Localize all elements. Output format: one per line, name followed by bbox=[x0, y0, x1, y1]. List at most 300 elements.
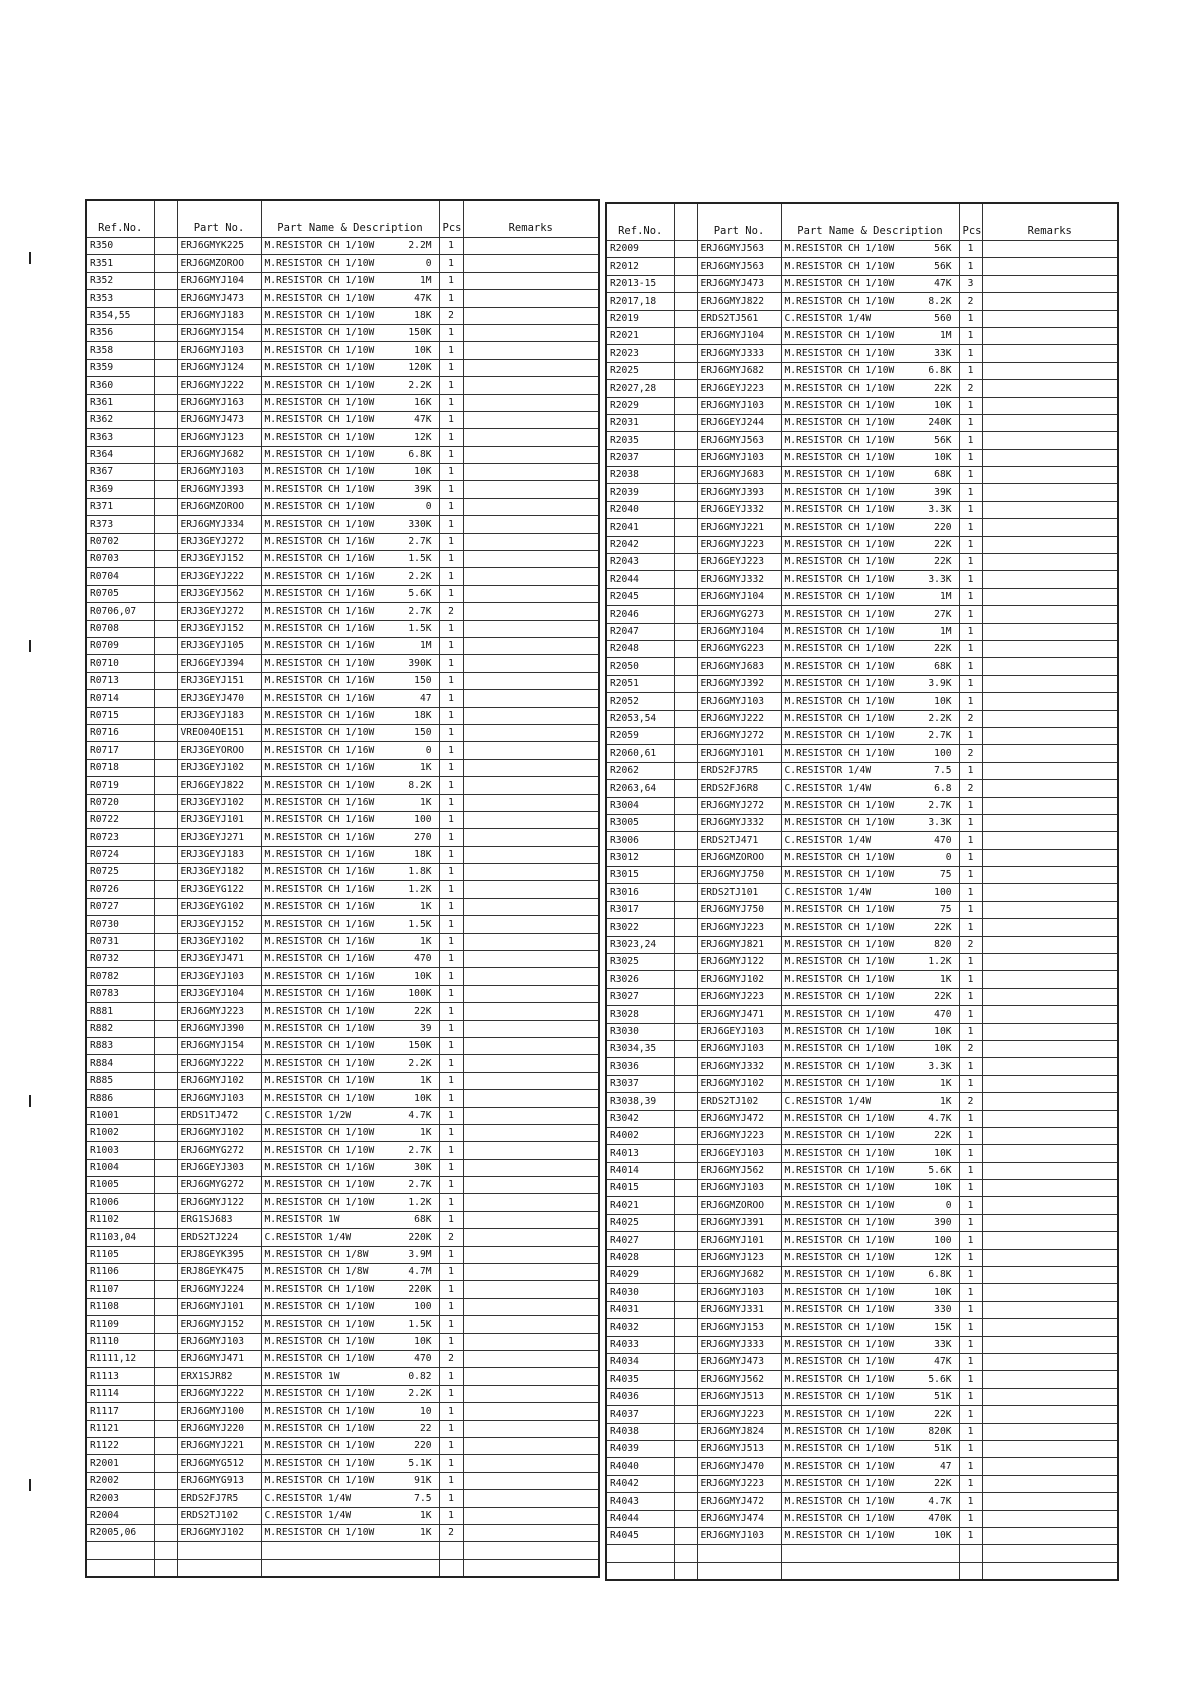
description-cell: M.RESISTOR CH 1/16W bbox=[261, 672, 389, 689]
spacer-cell bbox=[154, 342, 177, 359]
table-row bbox=[86, 1055, 599, 1072]
description-cell: M.RESISTOR CH 1/10W bbox=[781, 1127, 909, 1144]
description-cell: M.RESISTOR CH 1/10W bbox=[781, 1110, 909, 1127]
description-cell: M.RESISTOR CH 1/10W bbox=[781, 1493, 909, 1510]
pcs-cell: 1 bbox=[959, 1232, 982, 1249]
ref-cell: R2029 bbox=[606, 397, 674, 414]
value-cell: 0 bbox=[909, 849, 959, 866]
remarks-cell bbox=[982, 519, 1118, 536]
remarks-cell bbox=[982, 1197, 1118, 1214]
ref-cell: R2035 bbox=[606, 432, 674, 449]
value-cell: 470K bbox=[909, 1510, 959, 1527]
description-cell: M.RESISTOR CH 1/16W bbox=[261, 794, 389, 811]
value-cell: 0 bbox=[389, 255, 439, 272]
pcs-cell: 1 bbox=[439, 481, 463, 498]
ref-cell: R4031 bbox=[606, 1301, 674, 1318]
value-cell: 3.9M bbox=[389, 1246, 439, 1263]
ref-cell: R0716 bbox=[86, 724, 154, 741]
spacer-cell bbox=[674, 832, 697, 849]
ref-cell: R2060,61 bbox=[606, 745, 674, 762]
description-cell: M.RESISTOR CH 1/10W bbox=[781, 1249, 909, 1266]
remarks-cell bbox=[463, 1072, 599, 1089]
remarks-cell bbox=[982, 414, 1118, 431]
part-no-cell: ERJ6GMYG223 bbox=[697, 640, 781, 657]
blank-row bbox=[86, 1542, 599, 1559]
description-cell: M.RESISTOR CH 1/10W bbox=[781, 1319, 909, 1336]
table-row bbox=[606, 554, 1118, 571]
ref-cell: R2038 bbox=[606, 467, 674, 484]
value-cell: 22K bbox=[909, 1127, 959, 1144]
ref-cell: R2017,18 bbox=[606, 293, 674, 310]
spacer-cell bbox=[674, 1023, 697, 1040]
remarks-cell bbox=[982, 588, 1118, 605]
part-no-cell: ERDS2FJ7R5 bbox=[697, 762, 781, 779]
description-cell: M.RESISTOR CH 1/10W bbox=[261, 1420, 389, 1437]
description-cell: M.RESISTOR CH 1/10W bbox=[261, 411, 389, 428]
spacer-cell bbox=[154, 951, 177, 968]
spacer-cell bbox=[674, 432, 697, 449]
value-cell: 100 bbox=[909, 745, 959, 762]
description-cell: M.RESISTOR CH 1/8W bbox=[261, 1246, 389, 1263]
table-row bbox=[86, 1194, 599, 1211]
remarks-cell bbox=[982, 988, 1118, 1005]
blank-cell bbox=[606, 1545, 674, 1562]
remarks-cell bbox=[982, 1440, 1118, 1457]
description-cell: M.RESISTOR CH 1/10W bbox=[261, 272, 389, 289]
part-no-cell: ERJ6GMZOROO bbox=[177, 498, 261, 515]
spacer-cell bbox=[154, 255, 177, 272]
pcs-cell: 1 bbox=[439, 411, 463, 428]
ref-cell: R4027 bbox=[606, 1232, 674, 1249]
ref-cell: R2025 bbox=[606, 362, 674, 379]
part-no-cell: ERJ6GMYJ393 bbox=[697, 484, 781, 501]
part-no-cell: ERJ3GEYG102 bbox=[177, 898, 261, 915]
spacer-cell bbox=[154, 1072, 177, 1089]
value-cell: 3.9K bbox=[909, 675, 959, 692]
part-no-cell: ERJ6GMYJ102 bbox=[177, 1124, 261, 1141]
table-row bbox=[606, 780, 1118, 797]
pcs-cell: 1 bbox=[959, 919, 982, 936]
ref-cell: R3022 bbox=[606, 919, 674, 936]
part-no-cell: ERJ8GEYK475 bbox=[177, 1264, 261, 1281]
part-no-cell: ERJ6GMYJ221 bbox=[177, 1437, 261, 1454]
table-row bbox=[606, 606, 1118, 623]
part-no-cell: ERJ6GMYG272 bbox=[177, 1142, 261, 1159]
value-cell: 4.7M bbox=[389, 1264, 439, 1281]
value-cell: 18K bbox=[389, 846, 439, 863]
ref-cell: R886 bbox=[86, 1090, 154, 1107]
ref-cell: R4036 bbox=[606, 1388, 674, 1405]
description-cell: M.RESISTOR CH 1/10W bbox=[781, 327, 909, 344]
value-cell: 22K bbox=[909, 1475, 959, 1492]
table-row bbox=[86, 881, 599, 898]
ref-cell: R0709 bbox=[86, 637, 154, 654]
value-cell: 10K bbox=[389, 1090, 439, 1107]
table-row bbox=[86, 290, 599, 307]
description-cell: M.RESISTOR CH 1/16W bbox=[261, 533, 389, 550]
pcs-cell: 1 bbox=[439, 446, 463, 463]
value-cell: 2.7K bbox=[909, 727, 959, 744]
description-cell: M.RESISTOR CH 1/10W bbox=[261, 777, 389, 794]
description-cell: M.RESISTOR CH 1/10W bbox=[781, 1214, 909, 1231]
table-row bbox=[606, 658, 1118, 675]
remarks-cell bbox=[982, 449, 1118, 466]
pcs-cell: 1 bbox=[959, 606, 982, 623]
remarks-cell bbox=[463, 742, 599, 759]
description-cell: M.RESISTOR CH 1/10W bbox=[261, 255, 389, 272]
value-cell: 1.5K bbox=[389, 620, 439, 637]
remarks-cell bbox=[463, 238, 599, 255]
description-cell: M.RESISTOR CH 1/10W bbox=[781, 727, 909, 744]
ref-cell: R3038,39 bbox=[606, 1093, 674, 1110]
description-cell: M.RESISTOR CH 1/10W bbox=[261, 1124, 389, 1141]
spacer-cell bbox=[674, 1058, 697, 1075]
ref-cell: R3027 bbox=[606, 988, 674, 1005]
spacer-cell bbox=[674, 327, 697, 344]
part-no-cell: ERJ6GMYJ683 bbox=[697, 467, 781, 484]
spacer-cell bbox=[154, 811, 177, 828]
blank-cell bbox=[154, 1542, 177, 1559]
spacer-cell bbox=[154, 933, 177, 950]
value-cell: 1K bbox=[389, 933, 439, 950]
part-no-cell: ERJ6GMZOROO bbox=[697, 849, 781, 866]
pcs-cell: 2 bbox=[959, 293, 982, 310]
ref-cell: R2031 bbox=[606, 414, 674, 431]
spacer-cell bbox=[674, 606, 697, 623]
pcs-cell: 1 bbox=[959, 327, 982, 344]
part-no-cell: ERJ6GMYJ104 bbox=[177, 272, 261, 289]
table-row bbox=[606, 884, 1118, 901]
pcs-cell: 1 bbox=[439, 777, 463, 794]
header-ref-no: Ref.No. bbox=[86, 200, 154, 238]
header-spacer bbox=[674, 203, 697, 241]
pcs-cell: 1 bbox=[959, 867, 982, 884]
pcs-cell: 2 bbox=[959, 380, 982, 397]
part-no-cell: ERJ6GMYJ513 bbox=[697, 1440, 781, 1457]
table-row bbox=[86, 272, 599, 289]
spacer-cell bbox=[674, 1423, 697, 1440]
value-cell: 1K bbox=[909, 1075, 959, 1092]
remarks-cell bbox=[463, 707, 599, 724]
table-row bbox=[86, 1124, 599, 1141]
remarks-cell bbox=[982, 675, 1118, 692]
description-cell: M.RESISTOR CH 1/10W bbox=[781, 1423, 909, 1440]
ref-cell: R2045 bbox=[606, 588, 674, 605]
description-cell: M.RESISTOR CH 1/10W bbox=[261, 498, 389, 515]
table-row bbox=[86, 324, 599, 341]
part-no-cell: ERJ6GEYJ303 bbox=[177, 1159, 261, 1176]
pcs-cell: 1 bbox=[439, 637, 463, 654]
spacer-cell bbox=[674, 414, 697, 431]
remarks-cell bbox=[463, 1455, 599, 1472]
spacer-cell bbox=[154, 568, 177, 585]
pcs-cell: 1 bbox=[959, 1145, 982, 1162]
header-pcs: Pcs bbox=[959, 203, 982, 241]
value-cell: 10K bbox=[909, 1023, 959, 1040]
remarks-cell bbox=[463, 1229, 599, 1246]
pcs-cell: 1 bbox=[439, 464, 463, 481]
part-no-cell: ERJ6GMYJ103 bbox=[177, 1333, 261, 1350]
table-row bbox=[606, 1180, 1118, 1197]
ref-cell: R1107 bbox=[86, 1281, 154, 1298]
remarks-cell bbox=[463, 446, 599, 463]
part-no-cell: ERJ6GMYJ153 bbox=[697, 1319, 781, 1336]
ref-cell: R3004 bbox=[606, 797, 674, 814]
spacer-cell bbox=[674, 380, 697, 397]
table-row bbox=[606, 988, 1118, 1005]
remarks-cell bbox=[982, 954, 1118, 971]
pcs-cell: 1 bbox=[959, 414, 982, 431]
ref-cell: R1003 bbox=[86, 1142, 154, 1159]
ref-cell: R0726 bbox=[86, 881, 154, 898]
ref-cell: R2063,64 bbox=[606, 780, 674, 797]
value-cell: 1M bbox=[389, 272, 439, 289]
remarks-cell bbox=[463, 429, 599, 446]
table-row bbox=[86, 898, 599, 915]
value-cell: 47K bbox=[389, 411, 439, 428]
remarks-cell bbox=[982, 832, 1118, 849]
remarks-cell bbox=[982, 345, 1118, 362]
table-row bbox=[606, 1510, 1118, 1527]
table-row bbox=[606, 1145, 1118, 1162]
value-cell: 2.2K bbox=[389, 568, 439, 585]
ref-cell: R2051 bbox=[606, 675, 674, 692]
part-no-cell: ERJ6GEYJ394 bbox=[177, 655, 261, 672]
remarks-cell bbox=[982, 936, 1118, 953]
ref-cell: R2052 bbox=[606, 693, 674, 710]
spacer-cell bbox=[154, 1524, 177, 1541]
description-cell: M.RESISTOR CH 1/10W bbox=[261, 238, 389, 255]
part-no-cell: ERJ6GMYJ102 bbox=[697, 971, 781, 988]
pcs-cell: 2 bbox=[439, 307, 463, 324]
table-row bbox=[86, 585, 599, 602]
value-cell: 1.5K bbox=[389, 916, 439, 933]
part-no-cell: ERDS2FJ6R8 bbox=[697, 780, 781, 797]
remarks-cell bbox=[982, 1006, 1118, 1023]
part-no-cell: ERDS1TJ472 bbox=[177, 1107, 261, 1124]
description-cell: C.RESISTOR 1/4W bbox=[781, 780, 909, 797]
part-no-cell: ERJ6GMYJ154 bbox=[177, 324, 261, 341]
ref-cell: R361 bbox=[86, 394, 154, 411]
pcs-cell: 1 bbox=[439, 1385, 463, 1402]
remarks-cell bbox=[463, 1194, 599, 1211]
pcs-cell: 1 bbox=[439, 1472, 463, 1489]
spacer-cell bbox=[674, 241, 697, 258]
blank-row bbox=[606, 1545, 1118, 1562]
value-cell: 27K bbox=[909, 606, 959, 623]
value-cell: 470 bbox=[389, 951, 439, 968]
value-cell: 75 bbox=[909, 901, 959, 918]
ref-cell: R0727 bbox=[86, 898, 154, 915]
blank-cell bbox=[909, 1545, 959, 1562]
spacer-cell bbox=[154, 690, 177, 707]
table-row bbox=[606, 1214, 1118, 1231]
blank-cell bbox=[177, 1559, 261, 1577]
table-row bbox=[86, 394, 599, 411]
part-no-cell: ERJ6GMYJ333 bbox=[697, 1336, 781, 1353]
pcs-cell: 1 bbox=[439, 1072, 463, 1089]
table-row bbox=[86, 429, 599, 446]
value-cell: 10K bbox=[909, 397, 959, 414]
table-row bbox=[606, 797, 1118, 814]
spacer-cell bbox=[674, 1475, 697, 1492]
description-cell: M.RESISTOR CH 1/16W bbox=[261, 1159, 389, 1176]
parts-table-right bbox=[605, 202, 1119, 1581]
blank-cell bbox=[177, 1542, 261, 1559]
blank-cell bbox=[439, 1542, 463, 1559]
part-no-cell: ERJ3GEYJ102 bbox=[177, 759, 261, 776]
table-row bbox=[606, 310, 1118, 327]
table-row bbox=[86, 1524, 599, 1541]
pcs-cell: 1 bbox=[959, 1406, 982, 1423]
pcs-cell: 1 bbox=[439, 1177, 463, 1194]
pcs-cell: 1 bbox=[439, 1490, 463, 1507]
spacer-cell bbox=[154, 603, 177, 620]
table-row bbox=[606, 1162, 1118, 1179]
ref-cell: R0730 bbox=[86, 916, 154, 933]
ref-cell: R4040 bbox=[606, 1458, 674, 1475]
value-cell: 330 bbox=[909, 1301, 959, 1318]
description-cell: M.RESISTOR CH 1/10W bbox=[781, 710, 909, 727]
part-no-cell: ERJ6GMYJ102 bbox=[177, 1524, 261, 1541]
pcs-cell: 1 bbox=[439, 933, 463, 950]
value-cell: 10K bbox=[389, 968, 439, 985]
value-cell: 120K bbox=[389, 359, 439, 376]
pcs-cell: 1 bbox=[439, 968, 463, 985]
part-no-cell: ERDS2TJ102 bbox=[697, 1093, 781, 1110]
ref-cell: R0732 bbox=[86, 951, 154, 968]
table-row bbox=[606, 588, 1118, 605]
table-row bbox=[86, 307, 599, 324]
description-cell: M.RESISTOR CH 1/10W bbox=[261, 1298, 389, 1315]
description-cell: M.RESISTOR CH 1/10W bbox=[781, 640, 909, 657]
table-row bbox=[86, 985, 599, 1002]
remarks-cell bbox=[982, 971, 1118, 988]
spacer-cell bbox=[154, 881, 177, 898]
description-cell: M.RESISTOR CH 1/8W bbox=[261, 1264, 389, 1281]
table-row bbox=[606, 362, 1118, 379]
value-cell: 2.2K bbox=[389, 1055, 439, 1072]
value-cell: 1.5K bbox=[389, 551, 439, 568]
part-no-cell: ERJ3GEYJ104 bbox=[177, 985, 261, 1002]
ref-cell: R0705 bbox=[86, 585, 154, 602]
spacer-cell bbox=[674, 745, 697, 762]
description-cell: M.RESISTOR CH 1/10W bbox=[781, 501, 909, 518]
spacer-cell bbox=[154, 1420, 177, 1437]
pcs-cell: 1 bbox=[439, 1403, 463, 1420]
description-cell: M.RESISTOR CH 1/10W bbox=[781, 693, 909, 710]
part-no-cell: ERJ6GMYJ103 bbox=[697, 1040, 781, 1057]
value-cell: 8.2K bbox=[909, 293, 959, 310]
ref-cell: R2041 bbox=[606, 519, 674, 536]
part-no-cell: ERJ6GMYJ102 bbox=[177, 1072, 261, 1089]
ref-cell: R883 bbox=[86, 1037, 154, 1054]
blank-row bbox=[86, 1559, 599, 1577]
table-row bbox=[606, 1267, 1118, 1284]
spacer-cell bbox=[154, 464, 177, 481]
remarks-cell bbox=[982, 554, 1118, 571]
table-row bbox=[606, 1371, 1118, 1388]
remarks-cell bbox=[463, 724, 599, 741]
value-cell: 470 bbox=[389, 1351, 439, 1368]
pcs-cell: 1 bbox=[439, 672, 463, 689]
spacer-cell bbox=[154, 516, 177, 533]
value-cell: 30K bbox=[389, 1159, 439, 1176]
value-cell: 6.8 bbox=[909, 780, 959, 797]
margin-mark bbox=[29, 1479, 31, 1491]
remarks-cell bbox=[982, 1058, 1118, 1075]
ref-cell: R1113 bbox=[86, 1368, 154, 1385]
remarks-cell bbox=[463, 1490, 599, 1507]
ref-cell: R0725 bbox=[86, 864, 154, 881]
description-cell: M.RESISTOR CH 1/10W bbox=[781, 1301, 909, 1318]
blank-cell bbox=[261, 1559, 389, 1577]
spacer-cell bbox=[154, 411, 177, 428]
description-cell: M.RESISTOR CH 1/10W bbox=[261, 1177, 389, 1194]
value-cell: 18K bbox=[389, 307, 439, 324]
spacer-cell bbox=[154, 446, 177, 463]
remarks-cell bbox=[982, 1458, 1118, 1475]
spacer-cell bbox=[154, 707, 177, 724]
part-no-cell: ERJ6GMYJ682 bbox=[697, 362, 781, 379]
table-header-row bbox=[86, 200, 599, 238]
table-row bbox=[606, 814, 1118, 831]
remarks-cell bbox=[463, 1090, 599, 1107]
table-row bbox=[606, 449, 1118, 466]
spacer-cell bbox=[674, 345, 697, 362]
spacer-cell bbox=[154, 359, 177, 376]
description-cell: M.RESISTOR CH 1/10W bbox=[781, 1336, 909, 1353]
value-cell: 75 bbox=[909, 867, 959, 884]
spacer-cell bbox=[154, 672, 177, 689]
blank-cell bbox=[606, 1562, 674, 1580]
remarks-cell bbox=[463, 290, 599, 307]
spacer-cell bbox=[154, 968, 177, 985]
pcs-cell: 1 bbox=[959, 588, 982, 605]
ref-cell: R2053,54 bbox=[606, 710, 674, 727]
ref-cell: R3042 bbox=[606, 1110, 674, 1127]
remarks-cell bbox=[463, 864, 599, 881]
spacer-cell bbox=[154, 724, 177, 741]
ref-cell: R1006 bbox=[86, 1194, 154, 1211]
description-cell: M.RESISTOR CH 1/10W bbox=[781, 1197, 909, 1214]
value-cell: 68K bbox=[909, 467, 959, 484]
description-cell: M.RESISTOR CH 1/16W bbox=[261, 742, 389, 759]
value-cell: 2.2K bbox=[909, 710, 959, 727]
blank-cell bbox=[781, 1545, 909, 1562]
header-description: Part Name & Description bbox=[781, 203, 959, 241]
value-cell: 0 bbox=[389, 498, 439, 515]
value-cell: 4.7K bbox=[389, 1107, 439, 1124]
remarks-cell bbox=[463, 655, 599, 672]
ref-cell: R1106 bbox=[86, 1264, 154, 1281]
pcs-cell: 1 bbox=[439, 551, 463, 568]
pcs-cell: 1 bbox=[959, 1214, 982, 1231]
remarks-cell bbox=[463, 1385, 599, 1402]
value-cell: 2.7K bbox=[389, 1142, 439, 1159]
description-cell: M.RESISTOR 1W bbox=[261, 1368, 389, 1385]
remarks-cell bbox=[463, 1403, 599, 1420]
pcs-cell: 1 bbox=[959, 693, 982, 710]
description-cell: M.RESISTOR CH 1/10W bbox=[781, 745, 909, 762]
value-cell: 1.2K bbox=[389, 881, 439, 898]
description-cell: M.RESISTOR CH 1/10W bbox=[781, 345, 909, 362]
blank-cell bbox=[389, 1559, 439, 1577]
description-cell: M.RESISTOR CH 1/16W bbox=[261, 707, 389, 724]
pcs-cell: 1 bbox=[959, 241, 982, 258]
spacer-cell bbox=[674, 1267, 697, 1284]
value-cell: 1K bbox=[389, 1507, 439, 1524]
